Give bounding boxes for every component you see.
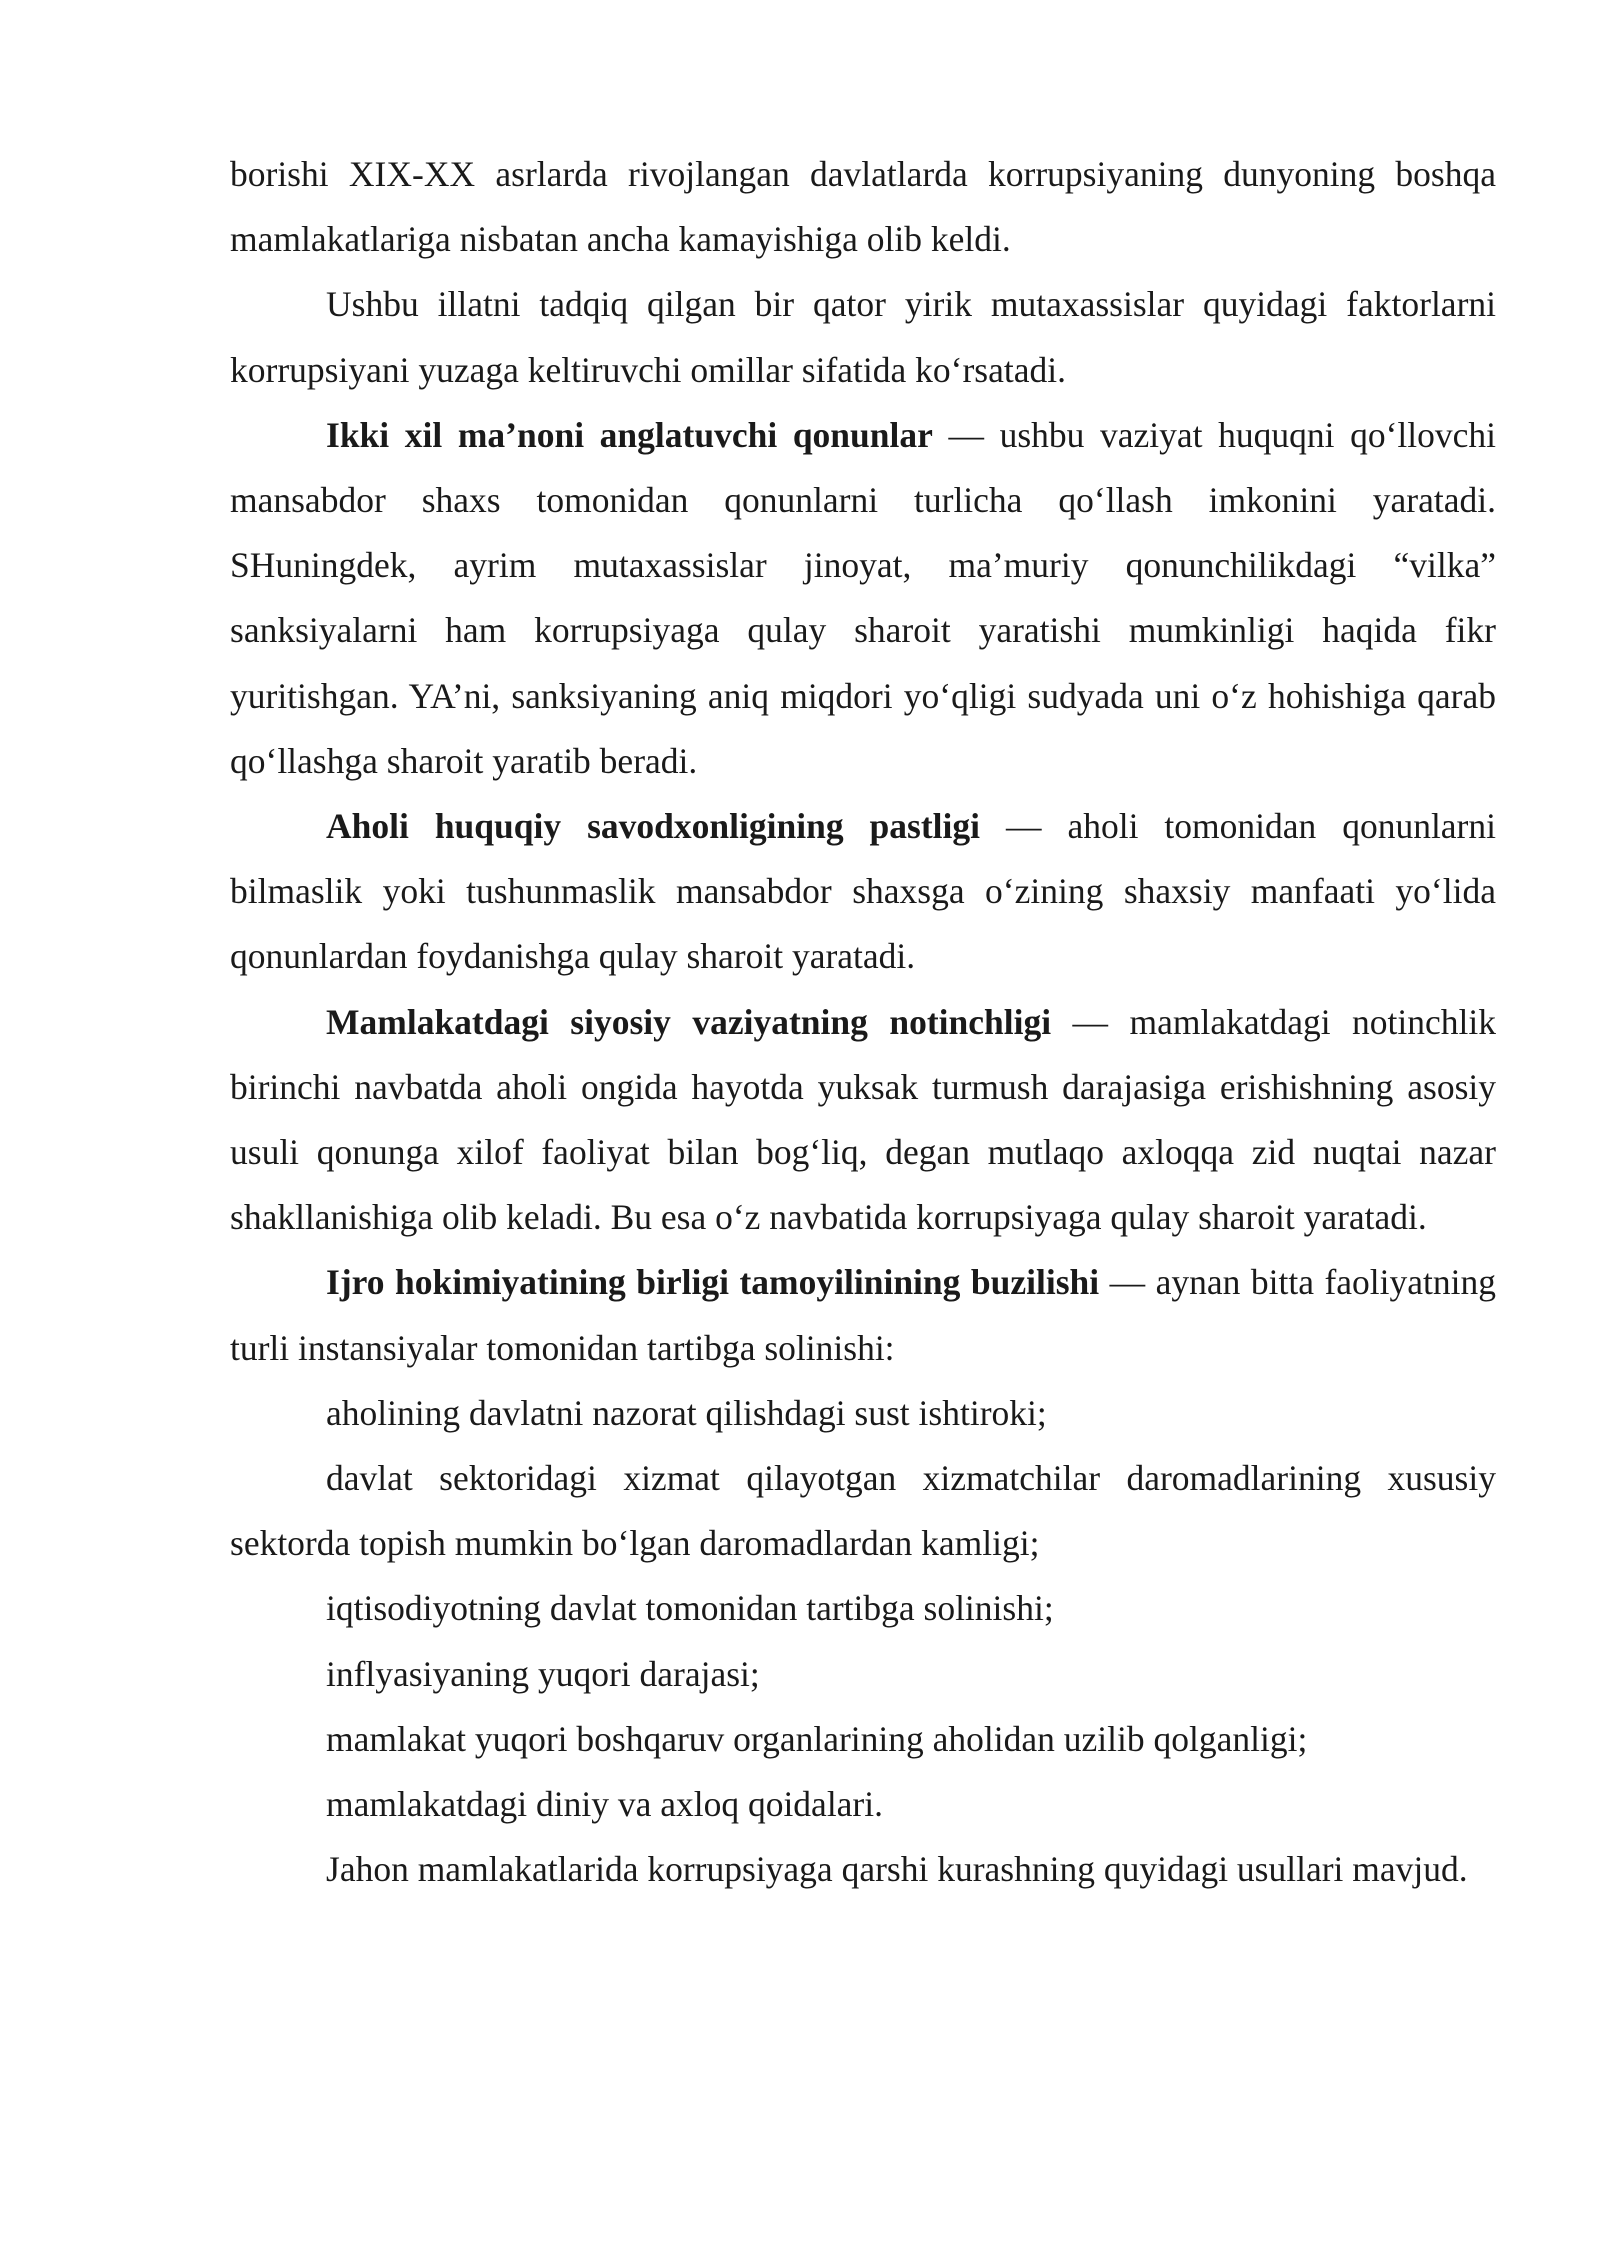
list-item-text: mamlakat yuqori boshqaruv organlarining aholidan uzilib qolganligi; xyxy=(326,1718,1308,1759)
list-item-text: aholining davlatni nazorat qilishdagi sust ishtiroki; xyxy=(326,1392,1047,1433)
paragraph xyxy=(230,1837,1496,1902)
list-item xyxy=(230,1642,1496,1707)
paragraph-text: — aholi tomonidan qonunlarni bilmaslik yoki tushunmaslik mansabdor shaxsga oʻzining shaxsiy manfaati yoʻlida qonunlardan foydanishga qulay sharoit yaratadi. xyxy=(230,806,1496,977)
paragraph xyxy=(230,1250,1496,1380)
paragraph-text: — ushbu vaziyat huquqni qoʻllovchi mansabdor shaxs tomonidan qonunlarni turlicha qoʻllash imkonini yaratadi. SHuningdek, ayrim mutaxassislar jinoyat, ma’muriy qonunchilikdagi “vilka” sanksiyalarni ham korrupsiyaga qulay sharoit yaratishi mumkinligi haqida fikr yuritishgan. YA’ni, sanksiyaning aniq miqdori yoʻqligi sudyada uni oʻz hohishiga qarab qoʻllashga sharoit yaratib beradi. xyxy=(230,414,1497,781)
paragraph xyxy=(230,794,1496,990)
paragraph-heading: Ijro hokimiyatining birligi tamoyilinining buzilishi xyxy=(326,1262,1100,1303)
paragraph xyxy=(230,403,1496,794)
list-item xyxy=(230,1707,1496,1772)
paragraph-text: borishi XIX-XX asrlarda rivojlangan davlatlarda korrupsiyaning dunyoning boshqa mamlakatlariga nisbatan ancha kamayishiga olib keldi. xyxy=(230,154,1496,260)
paragraph-text: — mamlakatdagi notinchlik birinchi navbatda aholi ongida hayotda yuksak turmush darajasiga erishishning asosiy usuli qonunga xilof faoliyat bilan bogʻliq, degan mutlaqo axloqqa zid nuqtai nazar shakllanishiga olib keladi. Bu esa oʻz navbatida korrupsiyaga qulay sharoit yaratadi. xyxy=(230,1001,1496,1238)
list-item xyxy=(230,1381,1496,1446)
paragraph-heading: Ikki xil ma’noni anglatuvchi qonunlar xyxy=(326,414,933,455)
list-item-text: davlat sektoridagi xizmat qilayotgan xizmatchilar daromadlarining xususiy sektorda topish mumkin boʻlgan daromadlardan kamligi; xyxy=(230,1458,1496,1564)
list-item-text: iqtisodiyotning davlat tomonidan tartibga solinishi; xyxy=(326,1588,1054,1629)
document-page xyxy=(230,142,1496,1902)
list-item xyxy=(230,1446,1496,1576)
paragraph xyxy=(230,142,1496,272)
list-item-text: mamlakatdagi diniy va axloq qoidalari. xyxy=(326,1784,883,1825)
list-item xyxy=(230,1772,1496,1837)
paragraph-text: — aynan bitta faoliyatning turli instansiyalar tomonidan tartibga solinishi: xyxy=(230,1262,1496,1368)
paragraph-text: Jahon mamlakatlarida korrupsiyaga qarshi kurashning quyidagi usullari mavjud. xyxy=(326,1849,1468,1890)
list-item xyxy=(230,1576,1496,1641)
list-item-text: inflyasiyaning yuqori darajasi; xyxy=(326,1653,760,1694)
paragraph xyxy=(230,990,1496,1251)
paragraph-heading: Aholi huquqiy savodxonligining pastligi xyxy=(326,806,981,847)
paragraph-text: Ushbu illatni tadqiq qilgan bir qator yirik mutaxassislar quyidagi faktorlarni korrupsiyani yuzaga keltiruvchi omillar sifatida koʻrsatadi. xyxy=(230,284,1496,390)
paragraph-heading: Mamlakatdagi siyosiy vaziyatning notinchligi xyxy=(326,1001,1052,1042)
paragraph xyxy=(230,272,1496,402)
